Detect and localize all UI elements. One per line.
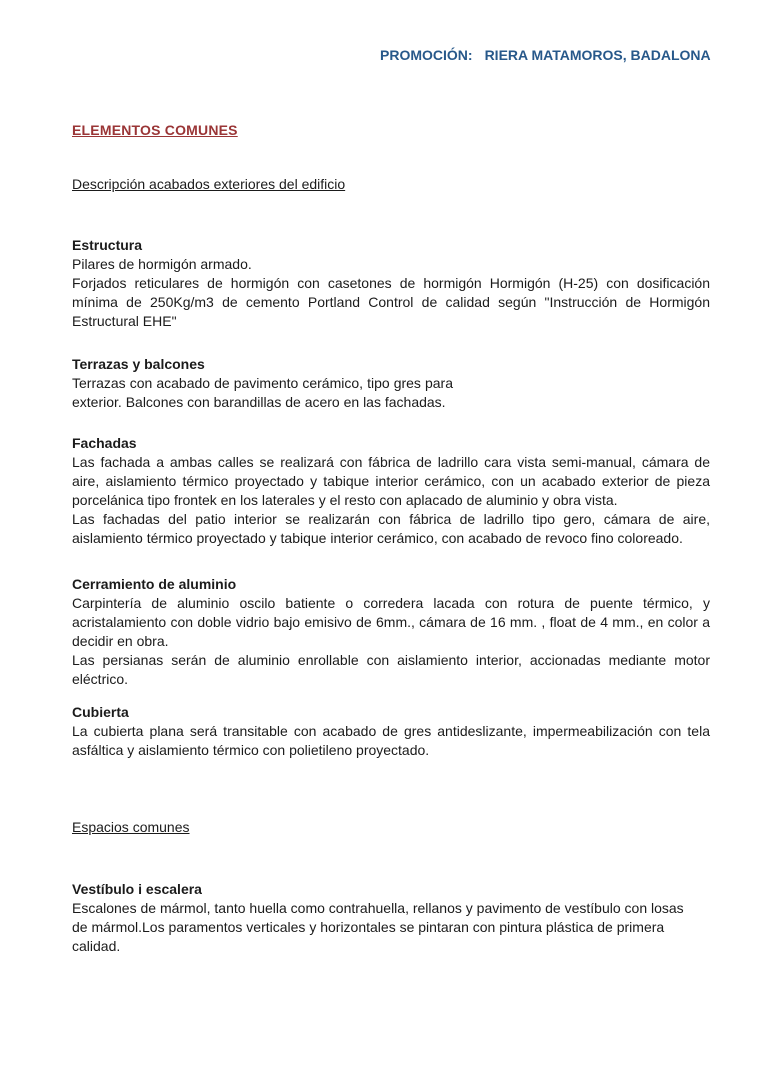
section-heading-estructura: Estructura bbox=[72, 237, 143, 253]
paragraph: La cubierta plana será transitable con acabado de gres antideslizante, impermeabilización con tela asfáltica y aislamiento térmico con polietileno proyectado. bbox=[72, 723, 710, 758]
section-heading-fachadas: Fachadas bbox=[72, 435, 137, 451]
section-heading-cubierta: Cubierta bbox=[72, 704, 129, 720]
paragraph: Escalones de mármol, tanto huella como contrahuella, rellanos y pavimento de vestíbulo con losas de mármol.Los paramentos verticales y horizontales se pintaran con pintura plástica de primera calidad. bbox=[72, 900, 684, 954]
paragraph: Las fachadas del patio interior se realizarán con fábrica de ladrillo tipo gero, cámara de aire, aislamiento térmico proyectado y tabique interior cerámico, con acabado de revoco fino coloreado. bbox=[72, 511, 710, 546]
promo-label: PROMOCIÓN: bbox=[380, 47, 473, 63]
section-cerramiento-aluminio bbox=[72, 575, 710, 689]
document-title: ELEMENTOS COMUNES bbox=[72, 122, 238, 138]
promo-header bbox=[380, 46, 710, 65]
section-cubierta bbox=[72, 703, 710, 760]
section-heading-terrazas: Terrazas y balcones bbox=[72, 356, 205, 372]
section-fachadas bbox=[72, 434, 710, 548]
section-heading-vestibulo: Vestíbulo i escalera bbox=[72, 881, 202, 897]
paragraph: Las persianas serán de aluminio enrollable con aislamiento interior, accionadas mediante motor eléctrico. bbox=[72, 652, 710, 687]
paragraph: Las fachada a ambas calles se realizará con fábrica de ladrillo cara vista semi-manual, cámara de aire, aislamiento térmico proyectado y tabique interior cerámico, con un acabado exterior de pieza porcelánica tipo frontek en los laterales y el resto con aplacado de aluminio y obra vista. bbox=[72, 454, 710, 508]
section-estructura bbox=[72, 236, 710, 331]
section-vestibulo-escalera bbox=[72, 880, 710, 956]
paragraph: Terrazas con acabado de pavimento cerámico, tipo gres para exterior. Balcones con barandillas de acero en las fachadas. bbox=[72, 375, 453, 410]
section-heading-cerramiento: Cerramiento de aluminio bbox=[72, 576, 237, 592]
paragraph: Forjados reticulares de hormigón con casetones de hormigón Hormigón (H-25) con dosificación mínima de 250Kg/m3 de cemento Portland Control de calidad según "Instrucción de Hormigón Estructural EHE" bbox=[72, 275, 710, 329]
paragraph: Carpintería de aluminio oscilo batiente o corredera lacada con rotura de puente térmico, y acristalamiento con doble vidrio bajo emisivo de 6mm., cámara de 16 mm. , float de 4 mm., en color a decidir en obra. bbox=[72, 595, 710, 649]
paragraph: Pilares de hormigón armado. bbox=[72, 256, 252, 272]
promo-value: RIERA MATAMOROS, BADALONA bbox=[484, 47, 711, 63]
section-terrazas-balcones bbox=[72, 355, 710, 412]
subtitle-espacios-comunes: Espacios comunes bbox=[72, 819, 190, 835]
subtitle-exterior: Descripción acabados exteriores del edificio bbox=[72, 176, 346, 192]
